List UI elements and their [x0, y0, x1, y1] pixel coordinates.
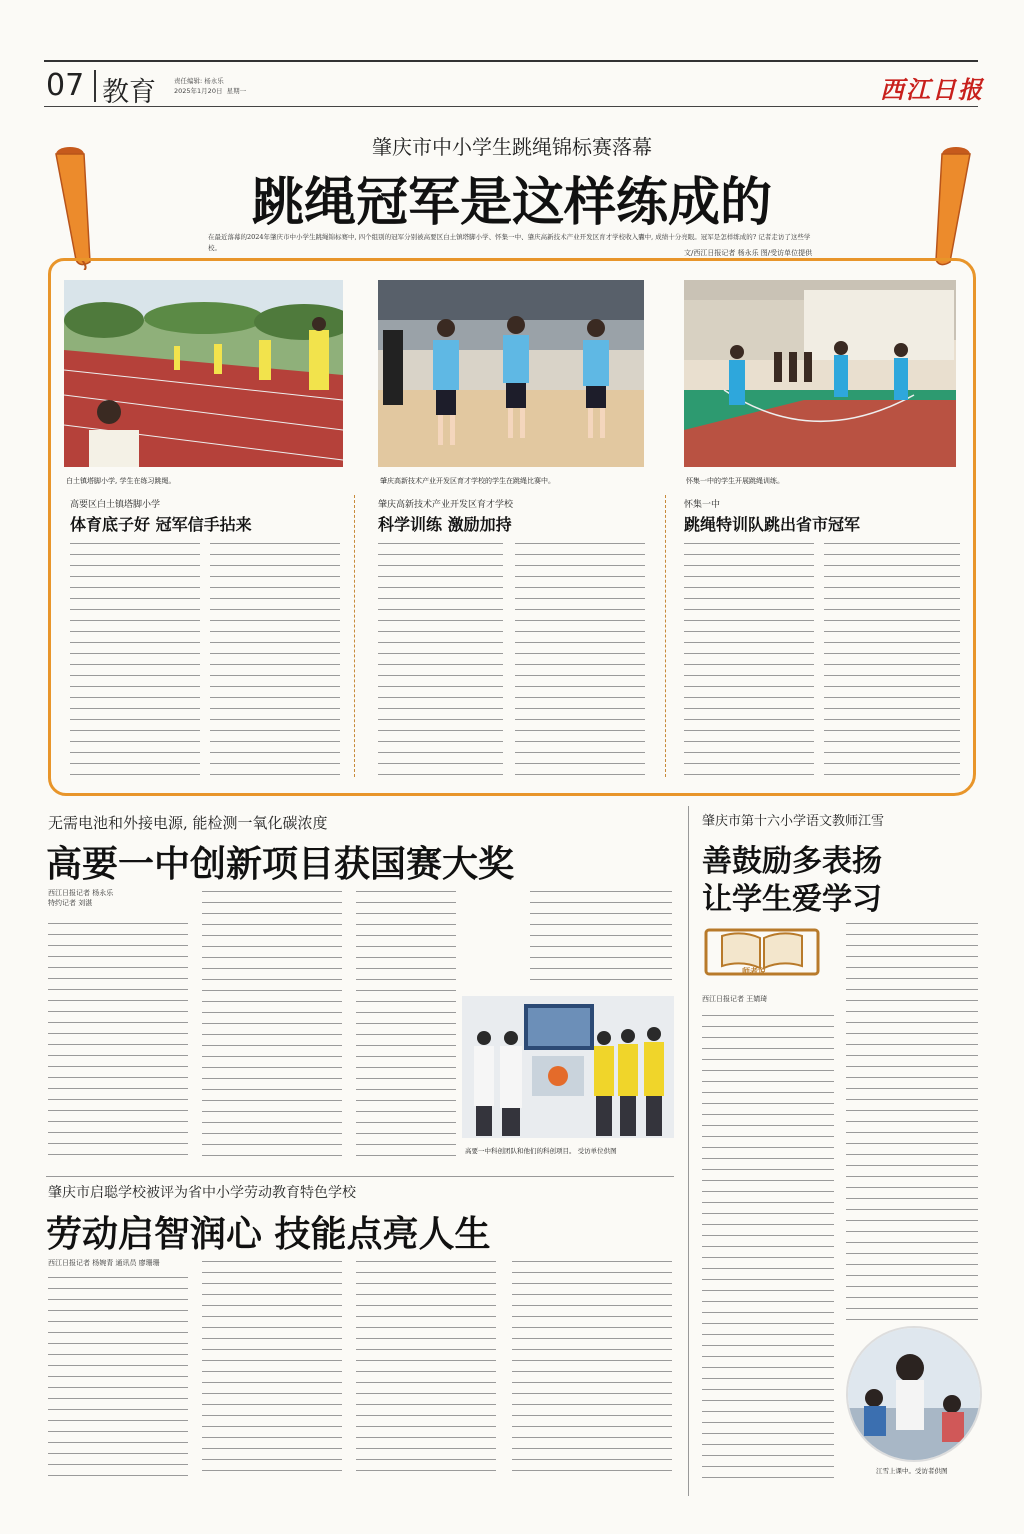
lead-intro: 在最近落幕的2024年肇庆市中小学生跳绳锦标赛中, 四个组别的冠军分别被高要区白土镇塔脚小学、怀集一中、肇庆高新技术产业开发区育才学校收入囊中, 成绩十分亮眼。冠军是怎样练成的? 记者走访了这些学校。	[208, 233, 811, 252]
story4-kicker: 肇庆市启聪学校被评为省中小学劳动教育特色学校	[48, 1185, 356, 1201]
photo-track-caption: 白土镇塔脚小学, 学生在练习跳绳。	[66, 477, 176, 485]
story3-byline: 西江日报记者 王婧琦	[702, 995, 768, 1003]
photo-gym-caption: 肇庆高新技术产业开发区育才学校的学生在跳绳比赛中。	[380, 477, 555, 485]
header-weekday: 星期一	[226, 87, 247, 95]
lead-byline: 文/西江日报记者 杨永乐 图/受访单位提供	[684, 249, 813, 257]
story2-text-col1	[48, 920, 188, 1156]
story2-byline-2: 特约记者 刘湛	[48, 899, 93, 907]
photo-gym-jump-rope	[378, 280, 644, 467]
col1-headline: 体育底子好 冠军信手拈来	[70, 515, 252, 534]
story3-headline-line2: 让学生爱学习	[702, 882, 882, 917]
header-divider	[94, 70, 96, 102]
col2-text-a	[378, 540, 503, 776]
col3-text-a	[684, 540, 814, 776]
col2-headline: 科学训练 激励加持	[378, 515, 512, 534]
story3-text-col2	[846, 920, 978, 1320]
story4-text-col1	[48, 1274, 188, 1478]
col2-text-b	[515, 540, 645, 776]
story2-text-col3	[356, 888, 456, 1156]
story2-text-col2	[202, 888, 342, 1156]
col3-headline: 跳绳特训队跳出省市冠军	[684, 515, 861, 534]
teacher-column-badge	[702, 922, 822, 978]
story2-byline	[48, 888, 113, 908]
col1-text-a	[70, 540, 200, 776]
col3-text-b	[824, 540, 960, 776]
story2-byline-1: 西江日报记者 杨永乐	[48, 889, 114, 897]
story4-text-col2	[202, 1258, 342, 1478]
col1-school: 高要区白土镇塔脚小学	[70, 500, 161, 510]
photo-court-jump-rope	[684, 280, 956, 467]
story2-caption: 高要一中科创团队和他们的科创项目。 受访单位供图	[465, 1147, 617, 1155]
page-number: 07	[46, 68, 85, 103]
photo-science-team	[462, 996, 674, 1138]
story4-text-col3	[356, 1258, 496, 1478]
header-date: 2025年1月20日	[174, 87, 223, 95]
lead-kicker: 肇庆市中小学生跳绳锦标赛落幕	[372, 135, 652, 159]
story2-headline: 高要一中创新项目获国赛大奖	[46, 843, 515, 885]
story2-kicker: 无需电池和外接电源, 能检测一氧化碳浓度	[48, 814, 328, 832]
teacher-column-badge-label: 师者说	[742, 966, 766, 976]
story4-byline: 西江日报记者 杨婉青 通讯员 廖珊珊	[48, 1259, 160, 1267]
story3-kicker: 肇庆市第十六小学语文教师江雪	[702, 814, 885, 829]
header-rule	[44, 60, 978, 62]
story4-text-col4	[512, 1258, 672, 1478]
section-name: 教育	[102, 77, 156, 108]
right-column-divider	[688, 806, 689, 1496]
story3-caption: 江雪上课中。受访者供图	[876, 1467, 948, 1475]
col3-school: 怀集一中	[684, 500, 721, 510]
col2-school: 肇庆高新技术产业开发区育才学校	[378, 500, 514, 510]
story3-text-col1	[702, 1012, 834, 1478]
header-meta	[174, 76, 246, 96]
photo-teacher-circle	[846, 1326, 982, 1462]
header-editor: 责任编辑: 杨永乐	[174, 77, 224, 85]
lead-col-divider-2	[665, 495, 666, 777]
col1-text-b	[210, 540, 340, 776]
story3-headline-line1: 善鼓励多表扬	[702, 844, 882, 879]
photo-track-jump-rope	[64, 280, 343, 467]
photo-court-caption: 怀集一中的学生开展跳绳训练。	[686, 477, 784, 485]
story4-top-rule	[46, 1176, 674, 1177]
lead-headline: 跳绳冠军是这样练成的	[251, 172, 772, 233]
header-rule-bottom	[44, 106, 978, 107]
newspaper-logo: 西江日报	[880, 75, 984, 104]
story4-headline: 劳动启智润心 技能点亮人生	[46, 1213, 491, 1255]
story2-text-col4	[530, 888, 672, 990]
lead-col-divider-1	[354, 495, 355, 777]
